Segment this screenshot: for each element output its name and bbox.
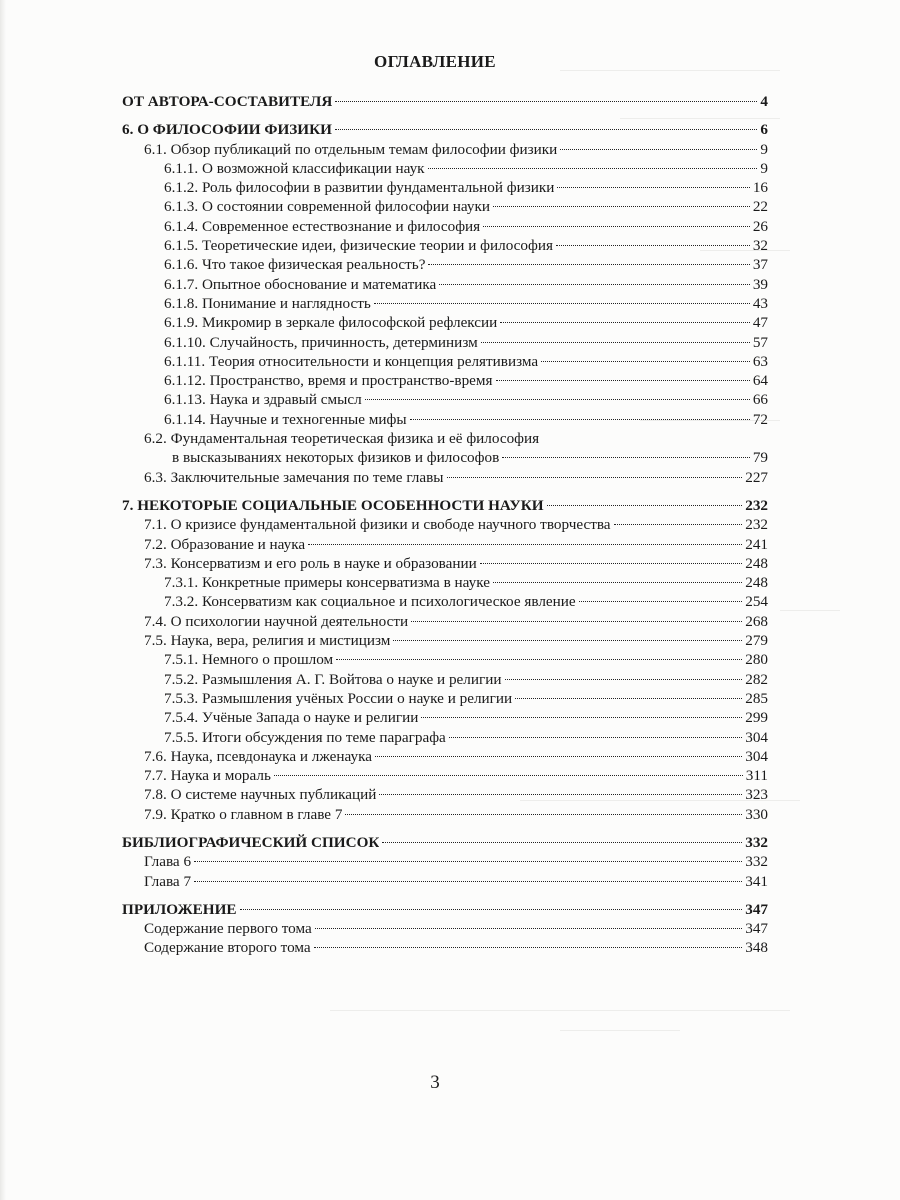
toc-entry-6-1-1[interactable]: [122, 159, 768, 178]
dot-leader: [579, 601, 743, 602]
toc-entry-label: 7.2. Образование и наука: [144, 535, 306, 553]
toc-entry-label: 6.1. Обзор публикаций по отдельным темам философии физики: [144, 140, 558, 158]
dot-leader: [439, 284, 750, 285]
toc-entry-7-7[interactable]: [122, 766, 768, 785]
toc-entry-label-line-2: в высказываниях некоторых физиков и философов: [172, 449, 500, 467]
toc-page-number: 9: [760, 159, 768, 177]
dot-leader: [493, 582, 742, 583]
toc-entry-6-3[interactable]: [122, 468, 768, 487]
toc-page-number: 47: [752, 314, 768, 332]
toc-entry-6-1-2[interactable]: [122, 178, 768, 197]
toc-entry-6-1-12[interactable]: [122, 371, 768, 390]
toc-entry-7-4[interactable]: [122, 612, 768, 631]
toc-entry-label: Содержание второго тома: [144, 939, 311, 957]
toc-entry-7-5-4[interactable]: [122, 708, 768, 727]
toc-page-number: 16: [752, 179, 768, 197]
toc-title: ОГЛАВЛЕНИЕ: [374, 52, 496, 71]
toc-entry-label: 7.4. О психологии научной деятельности: [144, 612, 409, 630]
dot-leader: [556, 245, 750, 246]
toc-entry-label: 7.5.2. Размышления А. Г. Войтова о науке и религии: [164, 670, 502, 688]
toc-entry-7-3-2[interactable]: [122, 592, 768, 611]
dot-leader: [345, 814, 742, 815]
toc-entry-label: 6.1.11. Теория относительности и концепция релятивизма: [164, 352, 539, 370]
toc-entry-label: 6.1.2. Роль философии в развитии фундаментальной физики: [164, 179, 555, 197]
toc-entry-label: 7.3.1. Конкретные примеры консерватизма в науке: [164, 574, 490, 592]
bleed-through-line: [560, 1030, 680, 1031]
toc-entry-label: 6. О ФИЛОСОФИИ ФИЗИКИ: [122, 121, 332, 139]
toc-entry-7-3-1[interactable]: [122, 573, 768, 592]
toc-entry-label: 7.5.5. Итоги обсуждения по теме параграфа: [164, 728, 446, 746]
dot-leader: [560, 149, 757, 150]
toc-entry-label: Глава 7: [144, 872, 192, 890]
dot-leader: [335, 129, 757, 130]
dot-leader: [502, 457, 750, 458]
toc-entry-label: 6.1.8. Понимание и наглядность: [164, 294, 371, 312]
toc-entry-label: 7.3.2. Консерватизм как социальное и психологическое явление: [164, 593, 576, 611]
dot-leader: [375, 756, 742, 757]
toc-entry-appendix-vol2[interactable]: [122, 938, 768, 957]
toc-page-number: 57: [752, 333, 768, 351]
toc-entry-label: Глава 6: [144, 853, 192, 871]
dot-leader: [308, 544, 742, 545]
toc-entry-label: 7.5.1. Немного о прошлом: [164, 651, 334, 669]
dot-leader: [614, 524, 743, 525]
toc-page-number: 248: [745, 554, 768, 572]
toc-entry-6-1-11[interactable]: [122, 352, 768, 371]
toc-page-number: 347: [745, 920, 768, 938]
toc-page-number: 254: [745, 593, 768, 611]
toc-entry-7-1[interactable]: [122, 515, 768, 534]
toc-entry-label: 7.3. Консерватизм и его роль в науке и образовании: [144, 554, 477, 572]
toc-entry-7-9[interactable]: [122, 805, 768, 824]
toc-entry-label: 7.5.3. Размышления учёных России о науке и религии: [164, 689, 513, 707]
toc-entry-appendix[interactable]: [122, 900, 768, 919]
toc-entry-label: 6.1.9. Микромир в зеркале философской рефлексии: [164, 314, 498, 332]
toc-page-number: 26: [752, 217, 768, 235]
toc-entry-label: 7.6. Наука, псевдонаука и лженаука: [144, 747, 372, 765]
toc-page-number: 330: [745, 805, 768, 823]
toc-page-number: 6: [760, 121, 768, 139]
toc-entry-label: 6.1.5. Теоретические идеи, физические теории и философия: [164, 237, 553, 255]
dot-leader: [505, 679, 743, 680]
dot-leader: [314, 947, 743, 948]
dot-leader: [315, 928, 742, 929]
dot-leader: [428, 168, 758, 169]
toc-entry-label: 7.5. Наука, вера, религия и мистицизм: [144, 632, 391, 650]
toc-entry-6-1-6[interactable]: [122, 255, 768, 274]
toc-entry-label: ПРИЛОЖЕНИЕ: [122, 900, 237, 918]
dot-leader: [365, 399, 750, 400]
dot-leader: [493, 206, 750, 207]
toc-entry-6-1-8[interactable]: [122, 294, 768, 313]
toc-page-number: 348: [745, 939, 768, 957]
dot-leader: [374, 303, 750, 304]
dot-leader: [496, 380, 750, 381]
toc-entry-bibliography-ch7[interactable]: [122, 872, 768, 891]
dot-leader: [411, 621, 742, 622]
toc-entry-6-2[interactable]: [122, 429, 768, 468]
toc-entry-6-1-13[interactable]: [122, 390, 768, 409]
bleed-through-line: [330, 1010, 790, 1011]
toc-entry-label: 7.9. Кратко о главном в главе 7: [144, 805, 343, 823]
toc-entry-label: 7.7. Наука и мораль: [144, 767, 271, 785]
toc-entry-chapter-7[interactable]: [122, 496, 768, 515]
toc-page-number: 341: [745, 872, 768, 890]
toc-page-number: 311: [745, 767, 768, 785]
toc-entry-appendix-vol1[interactable]: [122, 919, 768, 938]
dot-leader: [515, 698, 742, 699]
dot-leader: [393, 640, 742, 641]
toc-entry-7-2[interactable]: [122, 535, 768, 554]
dot-leader: [421, 717, 742, 718]
toc-page-number: 299: [745, 709, 768, 727]
toc-page-number: 37: [752, 256, 768, 274]
dot-leader: [547, 505, 743, 506]
toc-page-number: 323: [745, 786, 768, 804]
dot-leader: [428, 264, 749, 265]
toc-entry-7-5-3[interactable]: [122, 689, 768, 708]
toc-entry-label: ОТ АВТОРА-СОСТАВИТЕЛЯ: [122, 93, 333, 110]
toc-entry-6-1-4[interactable]: [122, 217, 768, 236]
page-number: 3: [430, 1072, 440, 1093]
toc-entry-6-1-9[interactable]: [122, 313, 768, 332]
toc-page-number: 248: [745, 574, 768, 592]
toc-entry-author[interactable]: [122, 92, 768, 111]
toc-entry-label-line-1: 6.2. Фундаментальная теоретическая физика и её философия: [144, 430, 540, 448]
toc-entry-7-5[interactable]: [122, 631, 768, 650]
toc-page-number: 282: [745, 670, 768, 688]
toc-entry-label: 6.1.6. Что такое физическая реальность?: [164, 256, 426, 274]
toc-entry-bibliography-ch6[interactable]: [122, 852, 768, 871]
toc-page-number: 232: [745, 516, 768, 534]
toc-page-number: 332: [745, 833, 768, 851]
toc-page-number: 9: [760, 140, 768, 158]
dot-leader: [274, 775, 743, 776]
toc-entry-label: Содержание первого тома: [144, 920, 312, 938]
toc-entry-chapter-6[interactable]: [122, 120, 768, 139]
bleed-through-line: [780, 610, 840, 611]
toc-page-number: 304: [745, 747, 768, 765]
toc-page-number: 347: [745, 900, 768, 918]
toc-entry-6-1-10[interactable]: [122, 333, 768, 352]
toc-page-number: 241: [745, 535, 768, 553]
dot-leader: [335, 101, 757, 102]
toc-page-number: 66: [752, 391, 768, 409]
toc-entry-7-8[interactable]: [122, 785, 768, 804]
toc-entry-label: 7.5.4. Учёные Запада о науке и религии: [164, 709, 419, 727]
toc-entry-label: 6.1.13. Наука и здравый смысл: [164, 391, 362, 409]
dot-leader: [336, 659, 742, 660]
toc-entry-6-1-5[interactable]: [122, 236, 768, 255]
toc-page-number: 268: [745, 612, 768, 630]
toc-entry-6-1-14[interactable]: [122, 410, 768, 429]
toc-page-number: 63: [752, 352, 768, 370]
dot-leader: [382, 842, 742, 843]
dot-leader: [483, 226, 750, 227]
toc-entry-7-5-2[interactable]: [122, 670, 768, 689]
dot-leader: [481, 342, 750, 343]
dot-leader: [447, 477, 743, 478]
toc-page-number: 43: [752, 294, 768, 312]
toc-page-number: 279: [745, 632, 768, 650]
toc-entry-7-5-1[interactable]: [122, 650, 768, 669]
toc-page-number: 4: [760, 93, 768, 110]
toc-page-number: 232: [745, 496, 768, 514]
toc-entry-6-1-3[interactable]: [122, 197, 768, 216]
toc-page-number: 32: [752, 237, 768, 255]
toc-entry-7-3[interactable]: [122, 554, 768, 573]
toc-page-number: 304: [745, 728, 768, 746]
toc-page-number: 280: [745, 651, 768, 669]
toc-entry-6-1[interactable]: [122, 140, 768, 159]
toc-page-number: 332: [745, 853, 768, 871]
dot-leader: [557, 187, 749, 188]
dot-leader: [480, 563, 742, 564]
toc-entry-bibliography[interactable]: [122, 833, 768, 852]
table-of-contents: [122, 92, 768, 958]
toc-entry-label: 6.1.7. Опытное обоснование и математика: [164, 275, 437, 293]
toc-entry-label: 6.1.14. Научные и техногенные мифы: [164, 410, 407, 428]
toc-entry-label: 6.3. Заключительные замечания по теме главы: [144, 468, 444, 486]
dot-leader: [541, 361, 750, 362]
dot-leader: [449, 737, 742, 738]
toc-entry-6-1-7[interactable]: [122, 275, 768, 294]
toc-entry-label: 6.1.12. Пространство, время и пространство-время: [164, 372, 493, 390]
toc-entry-label: 7.8. О системе научных публикаций: [144, 786, 377, 804]
toc-entry-label: БИБЛИОГРАФИЧЕСКИЙ СПИСОК: [122, 833, 380, 851]
toc-page-number: 227: [745, 468, 768, 486]
toc-page-number: 72: [752, 410, 768, 428]
toc-entry-label: 6.1.3. О состоянии современной философии науки: [164, 198, 491, 216]
toc-entry-label: 7. НЕКОТОРЫЕ СОЦИАЛЬНЫЕ ОСОБЕННОСТИ НАУКИ: [122, 496, 544, 514]
dot-leader: [194, 881, 742, 882]
toc-entry-7-5-5[interactable]: [122, 728, 768, 747]
toc-entry-7-6[interactable]: [122, 747, 768, 766]
toc-page-number: 79: [752, 449, 768, 467]
toc-page-number: 22: [752, 198, 768, 216]
toc-entry-label: 7.1. О кризисе фундаментальной физики и свободе научного творчества: [144, 516, 611, 534]
page-edge-shadow: [0, 0, 6, 1200]
toc-entry-label: 6.1.10. Случайность, причинность, детерминизм: [164, 333, 478, 351]
dot-leader: [194, 861, 742, 862]
toc-page-number: 285: [745, 689, 768, 707]
dot-leader: [500, 322, 750, 323]
toc-page-number: 39: [752, 275, 768, 293]
toc-entry-label: 6.1.1. О возможной классификации наук: [164, 159, 425, 177]
toc-entry-label: 6.1.4. Современное естествознание и философия: [164, 217, 481, 235]
dot-leader: [410, 419, 750, 420]
dot-leader: [240, 909, 743, 910]
dot-leader: [379, 794, 742, 795]
toc-page-number: 64: [752, 372, 768, 390]
